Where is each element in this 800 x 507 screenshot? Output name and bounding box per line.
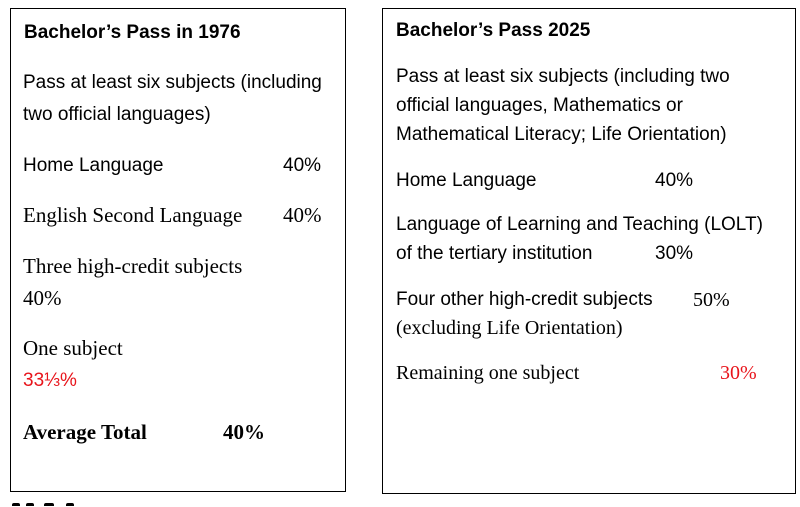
- box-1976-intro-line1: Pass at least six subjects (including: [23, 72, 322, 93]
- one-subject-value: 33⅓%: [23, 370, 77, 391]
- lolt-line2: of the tertiary institution: [396, 243, 593, 264]
- clipped-text-fragment: [4, 497, 88, 507]
- box-2025-intro-line3: Mathematical Literacy; Life Orientation): [396, 124, 727, 145]
- three-high-credit-value: 40%: [23, 286, 62, 310]
- english-second-language-label: English Second Language: [23, 203, 243, 227]
- home-language-2025-value: 40%: [655, 170, 694, 191]
- four-high-credit-value: 50%: [693, 289, 730, 311]
- average-total-value: 40%: [223, 420, 265, 444]
- remaining-subject-value: 30%: [720, 362, 757, 384]
- box-2025-intro-line1: Pass at least six subjects (including two: [396, 66, 730, 87]
- four-high-credit-note: (excluding Life Orientation): [396, 317, 623, 339]
- box-1976-title: Bachelor’s Pass in 1976: [24, 22, 241, 43]
- lolt-value: 30%: [655, 243, 694, 264]
- remaining-subject-label: Remaining one subject: [396, 362, 580, 384]
- box-2025-intro-line2: official languages, Mathematics or: [396, 95, 683, 116]
- average-total-label: Average Total: [23, 420, 147, 444]
- home-language-1976-label: Home Language: [23, 155, 164, 176]
- home-language-1976-value: 40%: [283, 155, 322, 176]
- box-2025-title: Bachelor’s Pass 2025: [396, 20, 591, 41]
- lolt-line1: Language of Learning and Teaching (LOLT): [396, 214, 763, 235]
- three-high-credit-label: Three high-credit subjects: [23, 254, 243, 278]
- home-language-2025-label: Home Language: [396, 170, 537, 191]
- box-1976-intro-line2: two official languages): [23, 104, 211, 125]
- one-subject-label: One subject: [23, 336, 123, 360]
- four-high-credit-label: Four other high-credit subjects: [396, 289, 653, 310]
- english-second-language-value: 40%: [283, 203, 322, 227]
